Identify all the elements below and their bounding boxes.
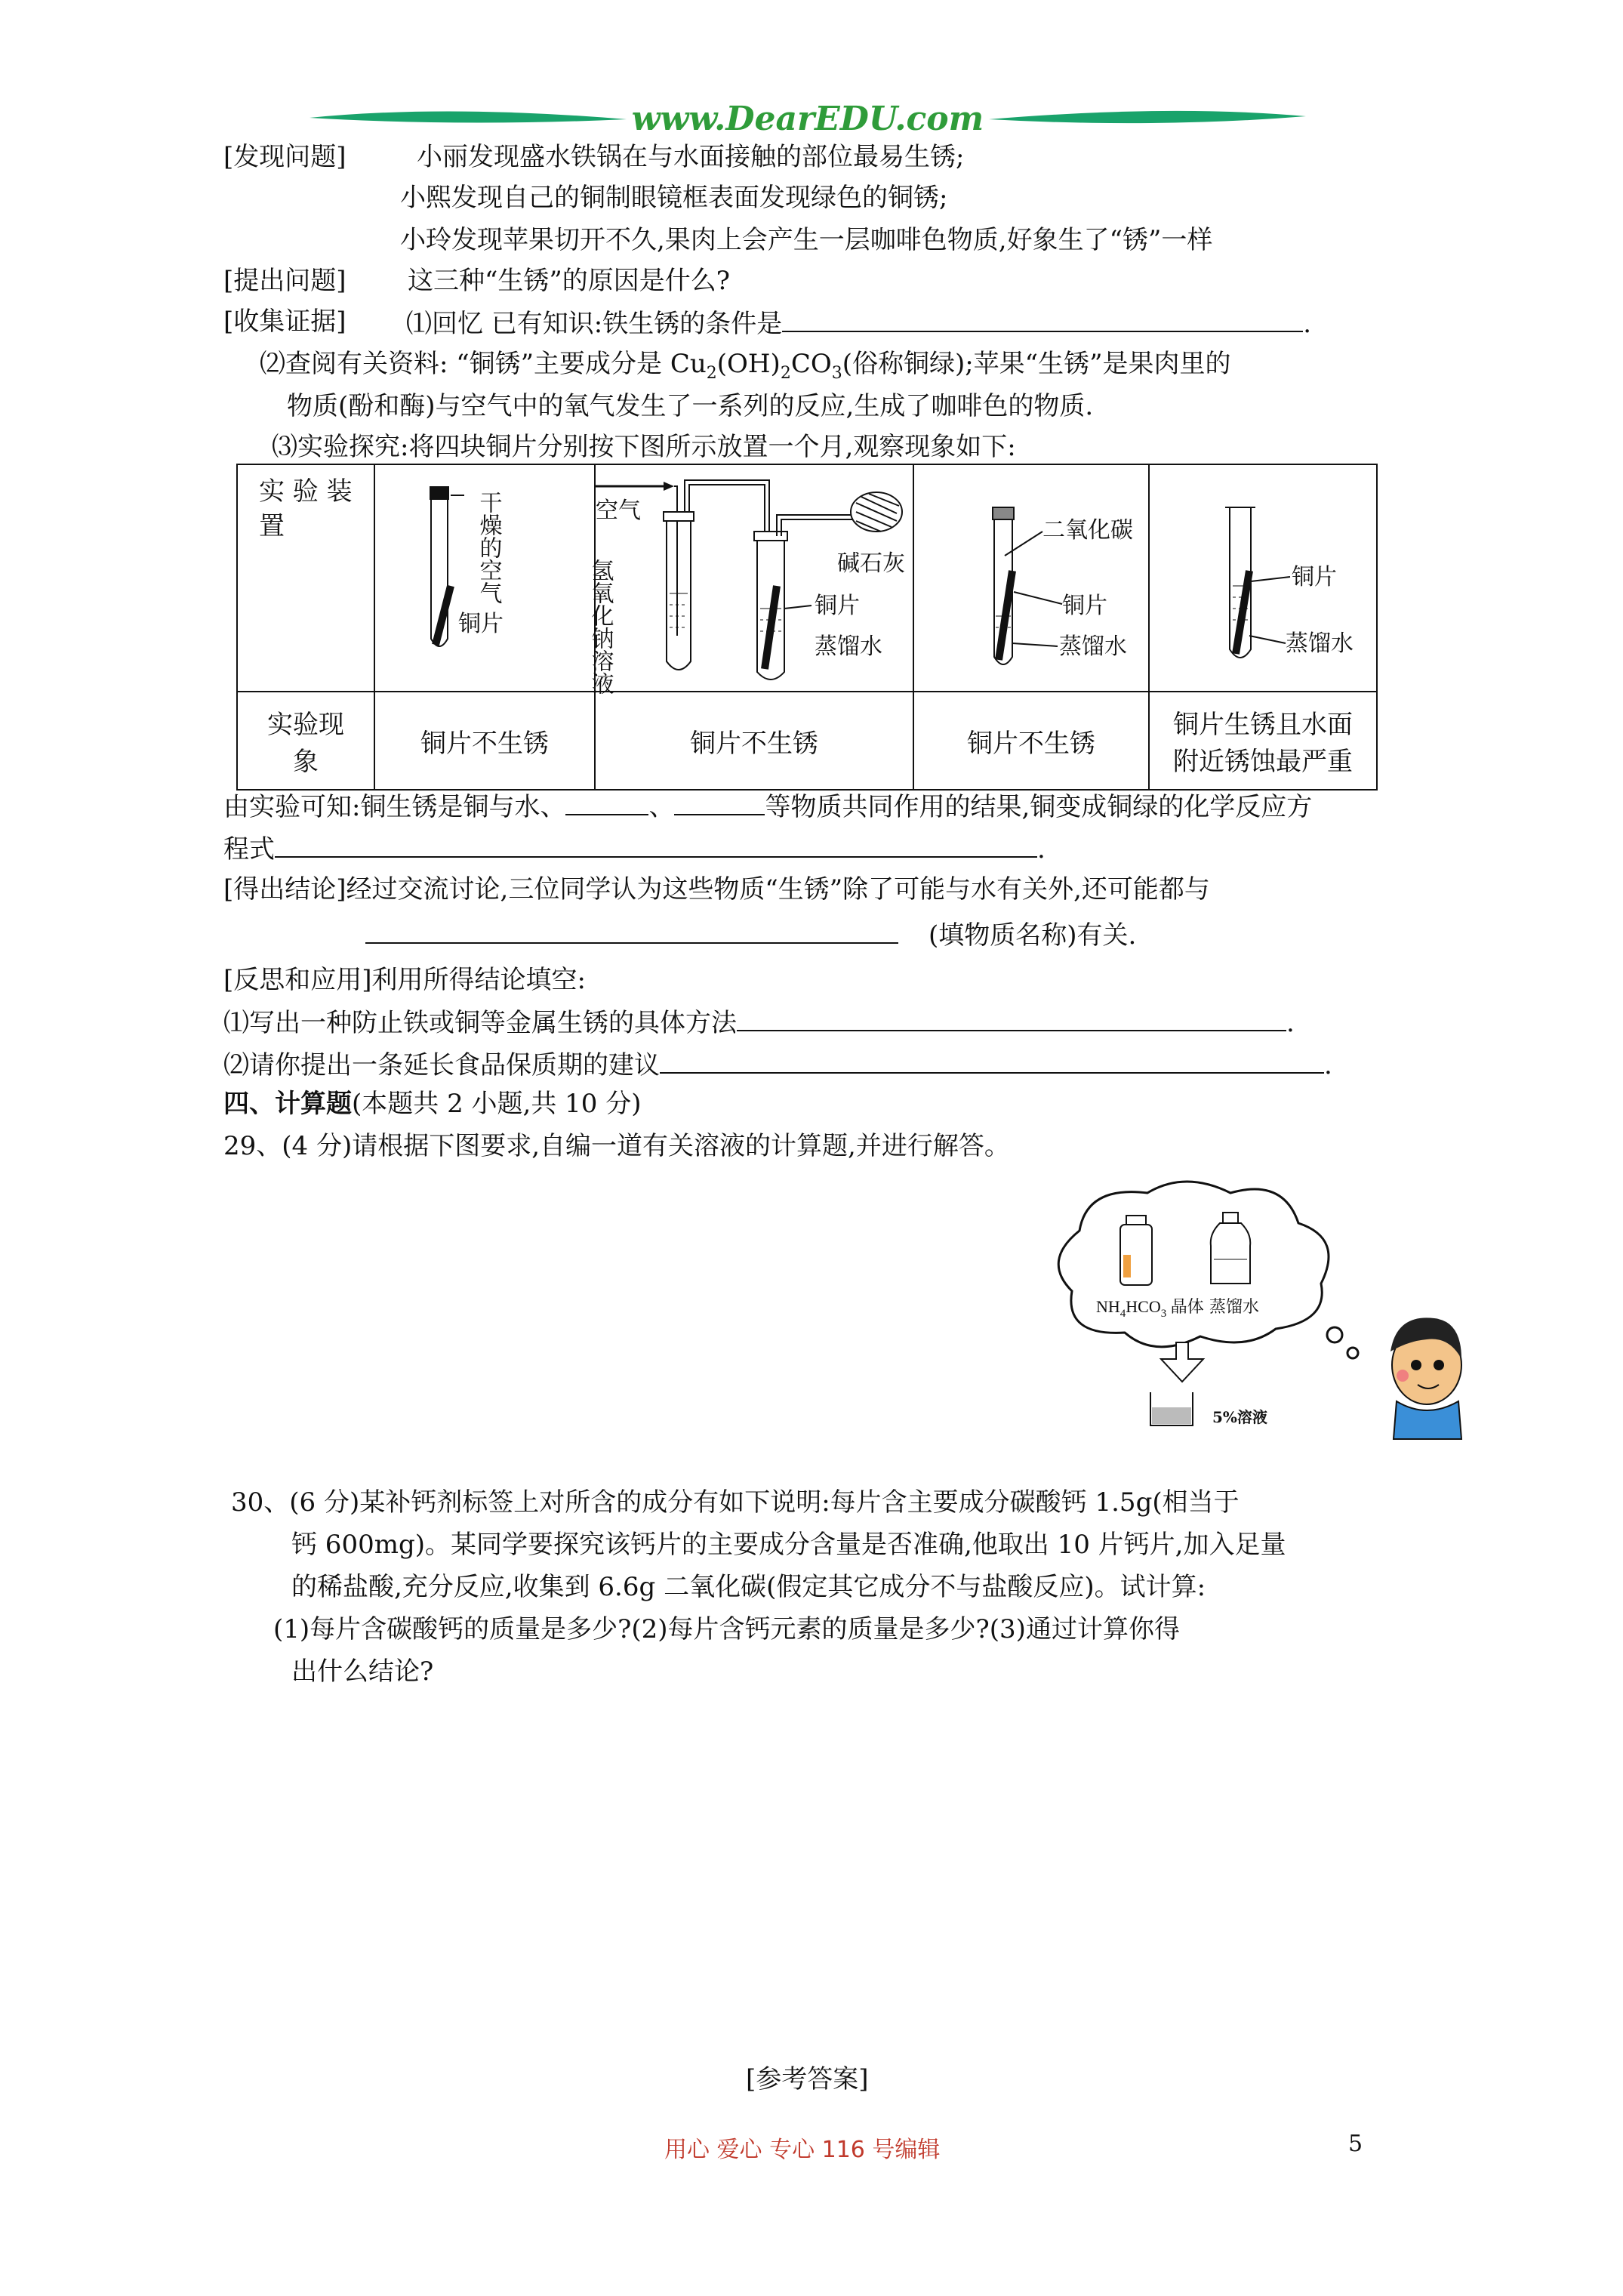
experiment-table <box>236 464 1378 791</box>
reflect-q2-text: ⑵请你提出一条延长食品保质期的建议 <box>223 1050 660 1080</box>
reflect-q2 <box>223 1046 1332 1082</box>
crystal-label-tail: 晶体 <box>1166 1297 1204 1316</box>
exp-equation-label: 程式 <box>223 834 275 864</box>
exp-equation-line <box>223 831 1046 866</box>
apparatus-4 <box>1149 464 1377 692</box>
row-label-apparatus <box>237 464 374 692</box>
evidence-p2-c: CO <box>790 349 832 379</box>
answer-blank-food-storage[interactable] <box>660 1046 1324 1074</box>
apparatus-2-label-water: 蒸馏水 <box>815 633 882 660</box>
row-label-observation-b: 象 <box>293 747 319 777</box>
exp-conclusion-b: 、 <box>648 792 675 822</box>
evidence-p2-sub1: 2 <box>706 363 717 383</box>
crystal-label-sub2: 3 <box>1160 1308 1167 1320</box>
header-site: www.DearEDU.com <box>631 100 984 138</box>
apparatus-2 <box>587 464 913 695</box>
result-tail: (填物质名称)有关. <box>929 920 1137 951</box>
answer-blank-substance-1[interactable] <box>565 788 648 815</box>
copper-strip-3 <box>999 571 1012 660</box>
ask-text: 这三种“生锈”的原因是什么? <box>408 266 730 296</box>
crystal-label-mid: HCO <box>1126 1297 1161 1316</box>
apparatus-4-drawing <box>1150 465 1376 684</box>
answer-blank-iron-rust[interactable] <box>782 305 1303 332</box>
exp-conclusion-c: 等物质共同作用的结果,铜变成铜绿的化学反应方 <box>765 792 1313 822</box>
evidence-p2-d: (俗称铜绿);苹果“生锈”是果肉里的 <box>842 349 1231 379</box>
reflect-q1-text: ⑴写出一种防止铁或铜等金属生锈的具体方法 <box>223 1008 737 1038</box>
thought-bubble-2 <box>1347 1348 1358 1358</box>
discover-line-1: 小丽发现盛水铁锅在与水面接触的部位最易生锈; <box>417 142 965 172</box>
thought-bubble-1 <box>1327 1327 1342 1342</box>
observation-3: 铜片不生锈 <box>913 692 1149 790</box>
row-label-observation <box>237 692 374 790</box>
crystal-label-sub1: 4 <box>1119 1308 1126 1320</box>
evidence-p3: ⑶实验探究:将四块铜片分别按下图所示放置一个月,观察现象如下: <box>272 432 1016 462</box>
apparatus-2-label-naoh: 氢氧化钠溶液 <box>587 559 614 695</box>
apparatus-1-label-cu: 铜片 <box>458 611 504 637</box>
bottle-crystal-icon <box>1120 1216 1152 1285</box>
reflect-q2-dot: . <box>1324 1050 1332 1080</box>
apparatus-3-drawing <box>914 465 1148 684</box>
answer-blank-prevent-rust[interactable] <box>737 1004 1286 1031</box>
apparatus-3-label-co2: 二氧化碳 <box>1042 517 1133 544</box>
row-label-apparatus-b: 置 <box>259 511 285 541</box>
observation-4-line-1: 铜片生锈且水面 <box>1173 710 1353 740</box>
result-label: [得出结论]经过交流讨论,三位同学认为这些物质“生锈”除了可能与水有关外,还可能都与 <box>223 874 1210 905</box>
evidence-p2-sub2: 2 <box>780 363 791 383</box>
q30-line-2: 钙 600mg)。某同学要探究该钙片的主要成分含量是否准确,他取出 10 片钙片,加入足量 <box>291 1530 1286 1560</box>
exp-conclusion-a: 由实验可知:铜生锈是铜与水、 <box>223 792 566 822</box>
footer-text: 用心 爱心 专心 116 号编辑 <box>664 2137 941 2163</box>
discover-line-2: 小熙发现自己的铜制眼镜框表面发现绿色的铜锈; <box>400 183 948 213</box>
discover-line-3: 小玲发现苹果切开不久,果肉上会产生一层咖啡色物质,好象生了“锈”一样 <box>400 225 1213 255</box>
answer-blank-substance-2[interactable] <box>674 788 765 815</box>
down-arrow-icon <box>1161 1342 1203 1382</box>
q30-line-1: 30、(6 分)某补钙剂标签上对所含的成分有如下说明:每片含主要成分碳酸钙 1.5g(相当于 <box>231 1487 1240 1518</box>
reflect-q1-dot: . <box>1286 1008 1295 1038</box>
header-logo <box>310 97 1306 142</box>
evidence-p1-text: ⑴回忆 已有知识:铁生锈的条件是 <box>406 309 783 339</box>
apparatus-2-label-cu: 铜片 <box>815 593 860 619</box>
q29-figure <box>1042 1170 1464 1442</box>
observation-4 <box>1149 692 1377 790</box>
arrow-head-icon <box>664 482 674 491</box>
apparatus-1-label-air: 干燥的空气 <box>475 491 502 604</box>
copper-strip-2 <box>765 586 777 669</box>
q30-line-5: 出什么结论? <box>291 1657 434 1687</box>
observation-4-line-2: 附近锈蚀最严重 <box>1173 747 1353 777</box>
cartoon-boy-icon <box>1390 1318 1461 1439</box>
result-line <box>365 917 1136 952</box>
apparatus-4-label-water: 蒸馏水 <box>1286 630 1354 657</box>
apparatus-2-label-soda: 碱石灰 <box>837 550 905 577</box>
evidence-p2-sub3: 3 <box>831 363 842 383</box>
evidence-label: [收集证据] <box>223 307 346 337</box>
reflect-label: [反思和应用]利用所得结论填空: <box>223 965 586 995</box>
observation-2: 铜片不生锈 <box>595 692 913 790</box>
beaker-icon <box>1150 1392 1193 1425</box>
observation-1: 铜片不生锈 <box>374 692 595 790</box>
section-4-heading <box>223 1087 641 1120</box>
q30-line-4: (1)每片含碳酸钙的质量是多少?(2)每片含钙元素的质量是多少?(3)通过计算你得 <box>273 1614 1180 1644</box>
solution-label: 5%溶液 <box>1212 1408 1267 1426</box>
ask-label: [提出问题] <box>223 266 346 296</box>
row-label-apparatus-a: 实 验 装 <box>259 476 353 507</box>
copper-strip-4 <box>1236 571 1249 654</box>
exp-equation-dot: . <box>1037 834 1046 864</box>
crystal-label-main: NH <box>1096 1297 1120 1316</box>
q30-line-3: 的稀盐酸,充分反应,收集到 6.6g 二氧化碳(假定其它成分不与盐酸反应)。试计算: <box>291 1572 1206 1602</box>
section-4-desc: (本题共 2 小题,共 10 分) <box>352 1089 642 1119</box>
thought-cloud <box>1058 1182 1329 1347</box>
apparatus-3-label-cu: 铜片 <box>1062 593 1107 619</box>
q29-text: 29、(4 分)请根据下图要求,自编一道有关溶液的计算题,并进行解答。 <box>223 1131 1010 1161</box>
evidence-p2-a: ⑵查阅有关资料: “铜锈”主要成分是 Cu <box>260 349 707 379</box>
answers-heading: [参考答案] <box>746 2064 869 2094</box>
apparatus-4-label-cu: 铜片 <box>1292 564 1337 590</box>
water-label: 蒸馏水 <box>1209 1298 1260 1317</box>
evidence-p1: ⑴回忆 已有知识:铁生锈的条件是 . <box>406 305 1311 341</box>
apparatus-2-drawing <box>587 465 913 695</box>
answer-blank-equation[interactable] <box>275 831 1037 858</box>
apparatus-3 <box>913 464 1149 692</box>
apparatus-2-label-air: 空气 <box>596 498 641 524</box>
discover-label: [发现问题] <box>223 142 346 172</box>
reflect-q1 <box>223 1004 1295 1040</box>
section-4-title: 四、计算题 <box>223 1089 352 1119</box>
answer-blank-result[interactable] <box>365 917 898 944</box>
row-label-observation-a: 实验现 <box>267 710 344 740</box>
evidence-p2 <box>260 347 1230 390</box>
apparatus-3-label-water: 蒸馏水 <box>1059 633 1127 660</box>
evidence-p2-b: (OH) <box>716 349 781 379</box>
apparatus-1-drawing <box>375 465 594 684</box>
evidence-p2-cont: 物质(酚和酶)与空气中的氧气发生了一系列的反应,生成了咖啡色的物质. <box>287 391 1094 421</box>
exp-conclusion-line <box>223 788 1312 824</box>
apparatus-1 <box>374 464 595 692</box>
page-number: 5 <box>1348 2131 1363 2157</box>
